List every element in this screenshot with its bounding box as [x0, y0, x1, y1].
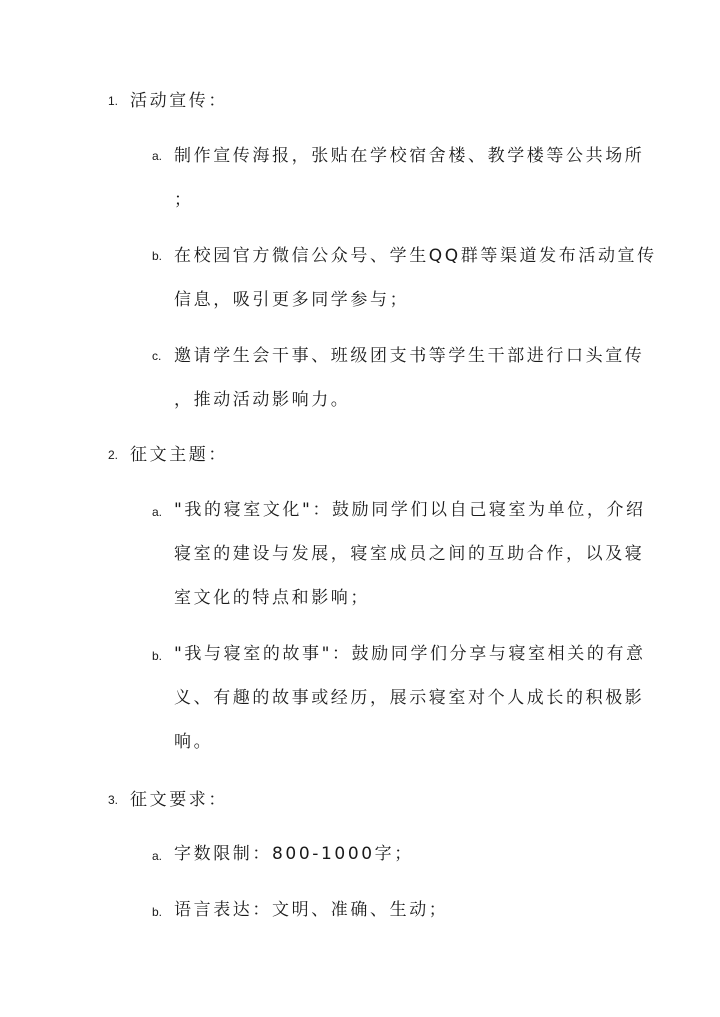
item-text-line: ，推动活动影响力。	[174, 390, 351, 410]
item-text-line: 在校园官方微信公众号、学生QQ群等渠道发布活动宣传	[174, 246, 657, 266]
section-title: 征文主题：	[130, 445, 228, 465]
item-text-line: 响。	[174, 732, 214, 752]
item-text-line: 寝室的建设与发展，寝室成员之间的互助合作，以及寝	[174, 544, 645, 564]
item-text-line: "我的寝室文化"：鼓励同学们以自己寝室为单位，介绍	[174, 500, 646, 520]
item-text-line: 室文化的特点和影响；	[174, 588, 370, 608]
item-marker: a.	[152, 505, 163, 519]
item-text-line: 信息，吸引更多同学参与；	[174, 290, 410, 310]
item-marker: a.	[152, 849, 163, 863]
item-marker: b.	[152, 649, 163, 663]
section-number: 3.	[108, 793, 119, 807]
section-title: 活动宣传：	[130, 91, 228, 111]
item-marker: b.	[152, 905, 163, 919]
item-text-line: 语言表达：文明、准确、生动；	[174, 900, 449, 920]
item-text-line: 邀请学生会干事、班级团支书等学生干部进行口头宣传	[174, 346, 645, 366]
item-text-line: 制作宣传海报，张贴在学校宿舍楼、教学楼等公共场所	[174, 146, 645, 166]
section-title: 征文要求：	[130, 790, 228, 810]
section-number: 2.	[108, 448, 119, 462]
item-text-line: ；	[174, 190, 194, 210]
item-text-line: 义、有趣的故事或经历，展示寝室对个人成长的积极影	[174, 688, 645, 708]
item-marker: b.	[152, 249, 163, 263]
item-text-line: 字数限制：800-1000字；	[174, 844, 414, 864]
item-marker: c.	[152, 349, 162, 363]
item-text-line: "我与寝室的故事"：鼓励同学们分享与寝室相关的有意	[174, 644, 646, 664]
item-marker: a.	[152, 149, 163, 163]
section-number: 1.	[108, 94, 119, 108]
